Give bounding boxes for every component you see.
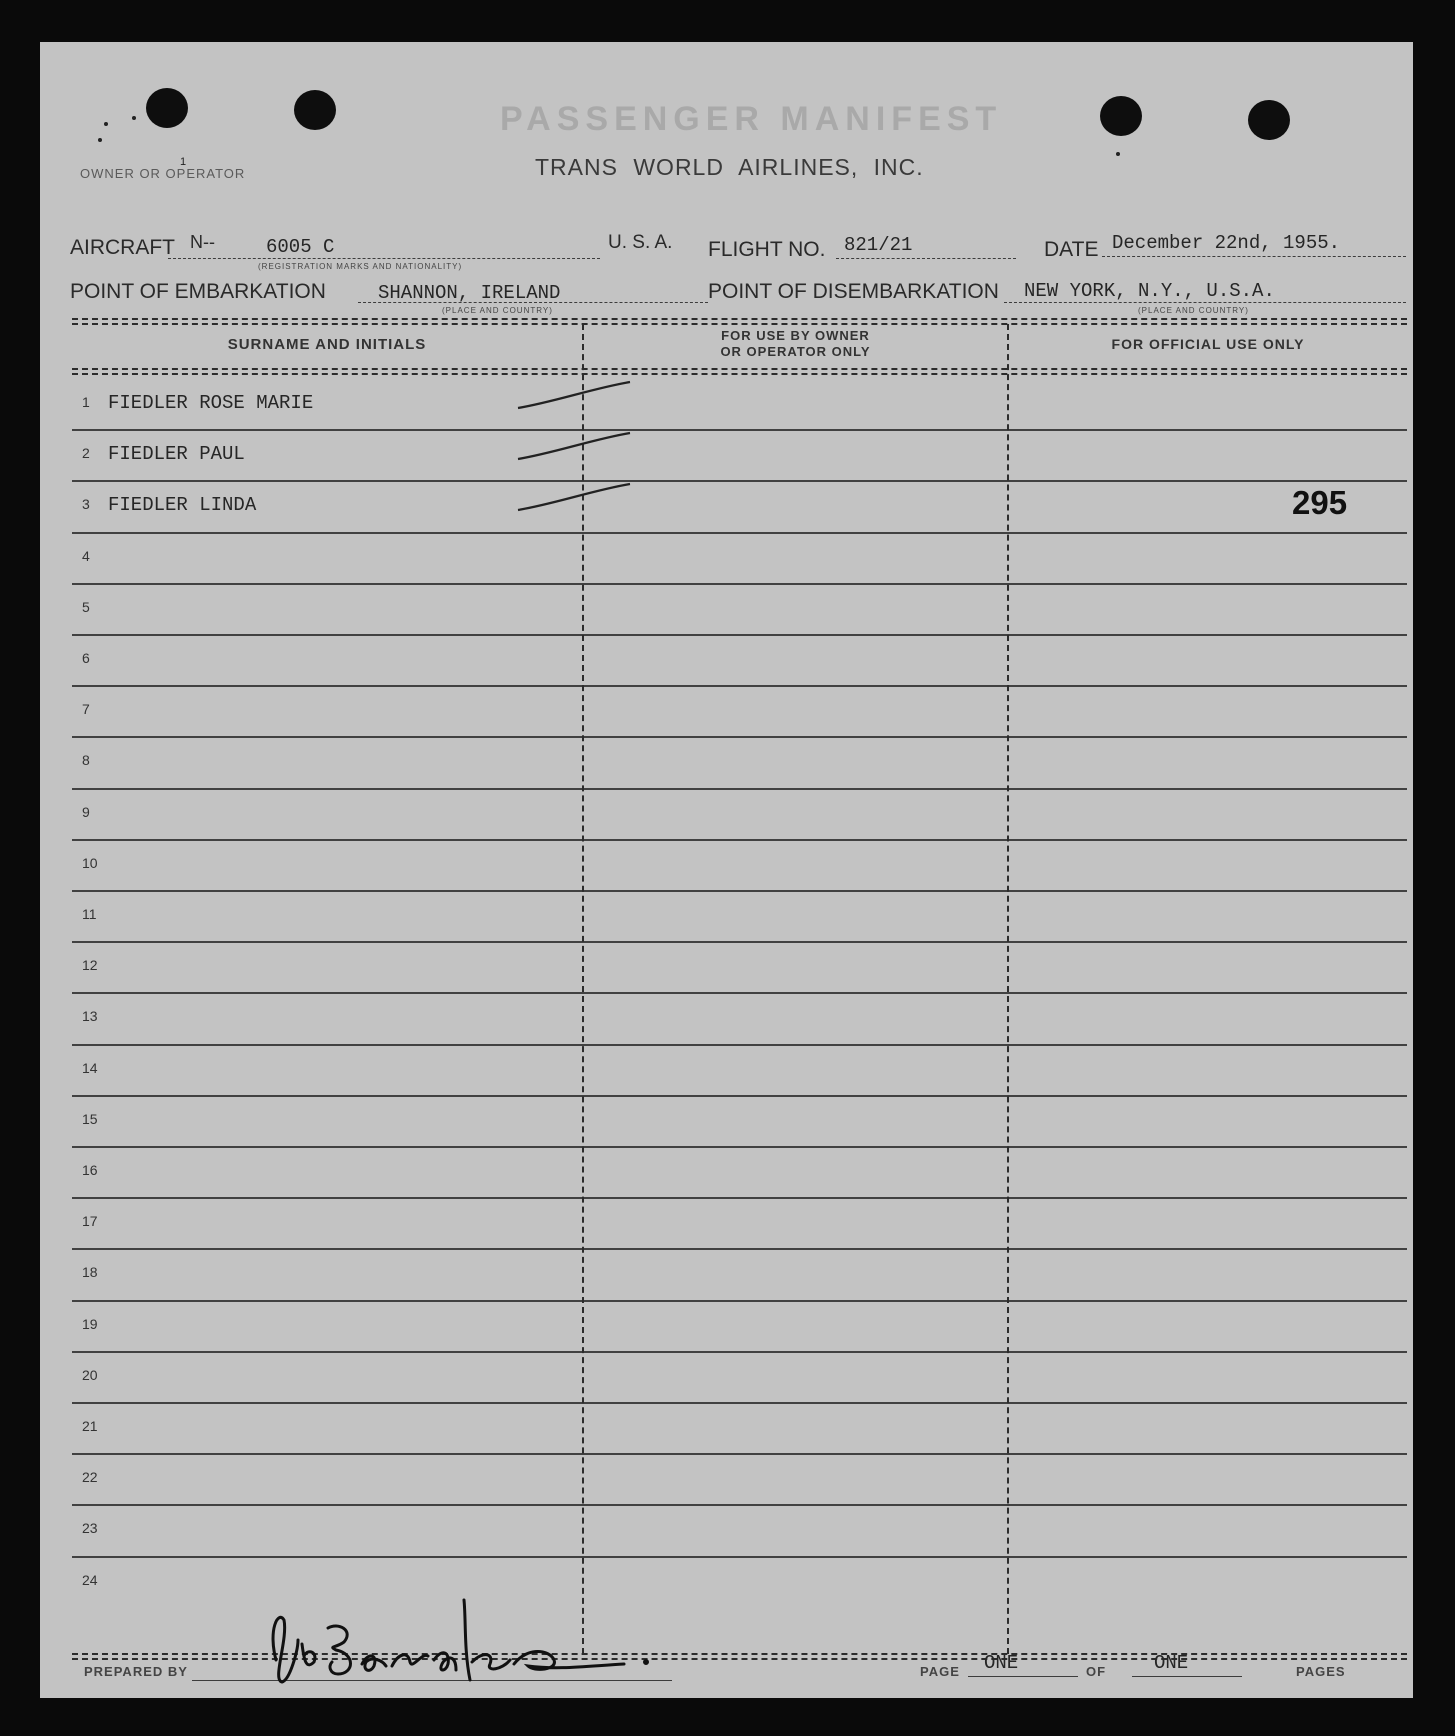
row-number: 1 [82, 394, 90, 410]
table-top-rule [72, 318, 1407, 320]
flight-no-label: FLIGHT NO. [708, 238, 826, 261]
row-divider [72, 1044, 1407, 1046]
date-label: DATE [1044, 238, 1099, 261]
row-number: 3 [82, 496, 90, 513]
speck [1116, 152, 1120, 156]
page-label: PAGE [920, 1664, 960, 1679]
document-title: PASSENGER MANIFEST [500, 100, 1003, 138]
punch-hole [1100, 96, 1142, 136]
row-number: 19 [82, 1315, 98, 1332]
embarkation-value: SHANNON, IRELAND [378, 282, 561, 304]
header-bottom-rule [72, 373, 1407, 375]
row-number: 16 [82, 1162, 98, 1178]
row-divider [72, 1146, 1407, 1148]
prepared-by-label: PREPARED BY [84, 1664, 188, 1679]
of-underline [1132, 1676, 1242, 1677]
row-number: 9 [82, 803, 90, 820]
speck [98, 138, 102, 142]
manifest-sheet [40, 42, 1413, 1698]
surname-column-header: SURNAME AND INITIALS [227, 336, 427, 353]
embarkation-note: (PLACE AND COUNTRY) [442, 306, 553, 315]
passenger-name: FIEDLER ROSE MARIE [108, 392, 314, 414]
passenger-name: FIEDLER LINDA [108, 494, 257, 517]
row-number: 15 [82, 1110, 98, 1127]
row-number: 23 [82, 1520, 98, 1537]
row-divider [72, 1402, 1407, 1404]
aircraft-registration: 6005 C [266, 236, 335, 258]
row-divider [72, 429, 1407, 431]
punch-hole [146, 88, 188, 128]
of-label: OF [1086, 1664, 1107, 1679]
embarkation-label: POINT OF EMBARKATION [70, 280, 326, 303]
row-number: 17 [82, 1213, 98, 1230]
row-number: 14 [82, 1059, 98, 1076]
row-divider [72, 1095, 1407, 1097]
owner-operator-label: 1 OWNER OR OPERATOR [80, 156, 246, 181]
signature [258, 1590, 678, 1690]
row-divider [72, 992, 1407, 994]
disembarkation-note: (PLACE AND COUNTRY) [1138, 306, 1249, 315]
check-mark [514, 380, 634, 420]
row-number: 2 [82, 445, 90, 462]
row-divider [72, 685, 1407, 687]
row-divider [72, 788, 1407, 790]
page-value: ONE [984, 1652, 1019, 1674]
disembarkation-label: POINT OF DISEMBARKATION [708, 280, 999, 303]
row-divider [72, 1351, 1407, 1353]
page-underline [968, 1676, 1078, 1677]
pages-label: PAGES [1296, 1664, 1346, 1679]
airline-name: TRANS WORLD AIRLINES, INC. [535, 154, 924, 180]
check-mark [514, 482, 634, 522]
row-number: 20 [82, 1366, 98, 1383]
official-use-value: 295 [1292, 484, 1348, 522]
row-number: 11 [82, 906, 97, 922]
date-underline [1102, 256, 1406, 257]
row-divider [72, 941, 1407, 943]
row-divider [72, 532, 1407, 534]
row-divider [72, 1556, 1407, 1558]
row-number: 7 [82, 701, 90, 718]
speck [132, 116, 136, 120]
aircraft-note: (REGISTRATION MARKS AND NATIONALITY) [258, 262, 463, 271]
speck [104, 122, 108, 126]
row-number: 5 [82, 598, 90, 615]
row-number: 6 [82, 650, 90, 666]
header-bottom-rule [72, 368, 1407, 370]
row-divider [72, 1248, 1407, 1250]
disembarkation-underline [1004, 302, 1406, 303]
punch-hole [294, 90, 336, 130]
row-divider [72, 634, 1407, 636]
row-number: 18 [82, 1264, 98, 1281]
disembarkation-value: NEW YORK, N.Y., U.S.A. [1024, 280, 1275, 302]
row-number: 8 [82, 752, 90, 769]
country-label: U. S. A. [608, 232, 673, 253]
row-number: 4 [82, 547, 90, 564]
flight-number: 821/21 [844, 234, 913, 256]
row-number: 22 [82, 1469, 98, 1486]
flight-underline [836, 258, 1016, 259]
table-top-rule [72, 323, 1407, 325]
owner-column-header: FOR USE BY OWNER OR OPERATOR ONLY [720, 328, 871, 359]
row-number: 24 [82, 1571, 98, 1588]
owner-mark: 1 [180, 156, 188, 168]
aircraft-underline [168, 258, 600, 259]
aircraft-label: AIRCRAFT [70, 236, 175, 259]
official-column-header: FOR OFFICIAL USE ONLY [1111, 336, 1305, 352]
check-mark [514, 431, 634, 471]
embarkation-underline [358, 302, 708, 303]
date-value: December 22nd, 1955. [1112, 232, 1341, 254]
row-divider [72, 1453, 1407, 1455]
row-number: 12 [82, 957, 98, 974]
aircraft-prefix: N-- [190, 232, 215, 252]
passenger-name: FIEDLER PAUL [108, 443, 245, 466]
row-divider [72, 736, 1407, 738]
row-number: 10 [82, 854, 98, 871]
of-value: ONE [1154, 1652, 1189, 1674]
row-divider [72, 480, 1407, 482]
row-number: 13 [82, 1008, 98, 1025]
row-divider [72, 839, 1407, 841]
row-number: 21 [82, 1418, 98, 1434]
row-divider [72, 1504, 1407, 1506]
row-divider [72, 1300, 1407, 1302]
row-divider [72, 1197, 1407, 1199]
punch-hole [1248, 100, 1290, 140]
row-divider [72, 890, 1407, 892]
row-divider [72, 583, 1407, 585]
